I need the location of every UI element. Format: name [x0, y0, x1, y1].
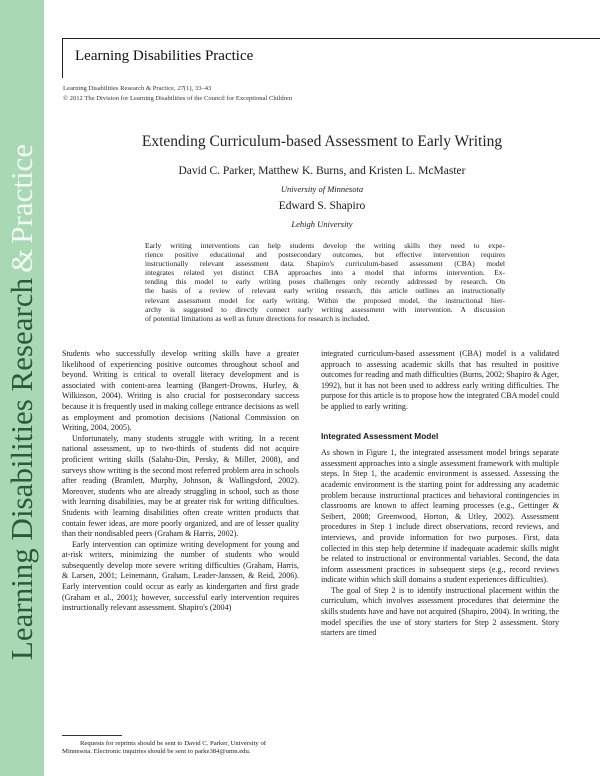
body-paragraph: As shown in Figure 1, the integrated assessment model brings separate assessment approaches into a single assessment framework with multiple steps. In Step 1, the academic environment is assessed. Assessing the academic environment is the starting point for addressing any academic problem because instructional practices and behavioral contingencies in classrooms are known to affect learning processes (e.g., Gettinger & Seibert, 2008; Greenwood, Horton, & Utley, 2002). Assessment procedures in Step 1 include direct observations, record reviews, and interviews, and provide information for two purposes. First, data collected in this step help determine if inadequate academic skills might be related to instructional or environmental variables. Second, the data inform assessment practices in subsequent steps (e.g., record reviews indicate within which skill domains a student experiences difficulties). [321, 448, 559, 585]
body-column-right [321, 349, 559, 639]
citation-pages: (1), 33–43 [183, 85, 212, 92]
footnote-line: Minnesota. Electronic inquiries should be sent to parke384@umn.edu. [62, 748, 251, 756]
abstract-line: relevant assessment model for early writing. Within the proposed model, the instructional hier- [145, 295, 505, 305]
author-list-2: Edward S. Shapiro [278, 200, 366, 212]
citation-line [63, 84, 292, 94]
affiliation-2: Lehigh University [291, 219, 353, 229]
body-paragraph: Unfortunately, many students struggle with writing. In a recent national assessment, up to two-thirds of students did not acquire proficient writing skills (Salahu-Din, Persky, & Miller, 2008), and surveys show writing is the second most referred problem area in schools after reading (Bramlett, Murphy, Johnson, & Wallingsford, 2002). Moreover, students who are already struggling in school, such as those with learning disabilities, may be at greater risk for writing difficulties. Students with learning disabilities often create written products that contain fewer ideas, are more poorly organized, and are of lesser quality than their nondisabled peers (Graham & Harris, 2002). [62, 433, 299, 539]
citation-journal: Learning Disabilities Research & Practice, [63, 85, 178, 92]
footnote-line: Requests for reprints should be sent to David C. Parker, University of [80, 740, 267, 747]
sidebar-ampersand: & [4, 248, 39, 273]
abstract-line: instructionally relevant assessment data. Shapiro's curriculum-based assessment (CBA) model [145, 259, 505, 269]
journal-sidebar [0, 0, 44, 776]
journal-name: Learning Disabilities Practice [75, 48, 254, 64]
author-list-1: David C. Parker, Matthew K. Burns, and Kristen L. McMaster [178, 165, 466, 177]
sidebar-journal-title [2, 52, 42, 752]
body-paragraph: The goal of Step 2 is to identify instructional placement within the curriculum, which involves assessment procedures that determine the skills students have and have not acquired (Shapiro, 2004). In writing, the model specifies the use of story starters for Step 2 assessment. Story starters are timed [321, 585, 559, 638]
abstract-line: Early writing interventions can help students develop the writing skills they need to expe- [145, 241, 505, 250]
abstract [145, 241, 505, 323]
abstract-line: rience positive educational and postsecondary outcomes, but effective intervention requires [145, 250, 505, 260]
body-paragraph: Early intervention can optimize writing development for young and at-risk writers, minimizing the number of students who would subsequently develop more severe writing difficulties (Graham, Harris, & Larsen, 2001; Leinemann, Graham, Leader-Janssen, & Reid, 2006). Early intervention could occur as early as kindergarten and first grade (Graham et al., 2001); however, successful early intervention requires instructionally relevant assessment. Shapiro's (2004) [62, 539, 299, 613]
section-heading: Integrated Assessment Model [321, 430, 439, 441]
abstract-line: the basis of a review of relevant early writing research, this article outlines an instructionally [145, 286, 505, 296]
abstract-line: integrates related yet distinct CBA approaches into a model that informs intervention. Ex- [145, 268, 505, 278]
body-paragraph: Students who successfully develop writing skills have a greater likelihood of experiencing positive outcomes throughout school and beyond. Writing is critical to overall literacy development and is associated with content-area learning (Bangert-Drowns, Hurley, & Wilkinson, 2004). Writing is also crucial for postsecondary success because it is frequently used in making college entrance decisions as well as employment and promotion decisions (National Commission on Writing, 2004, 2005). [62, 349, 299, 433]
abstract-line: of potential limitations as well as future directions for research is included. [145, 313, 370, 323]
affiliation-1: University of Minnesota [280, 184, 364, 194]
sidebar-title-part2: Practice [4, 143, 39, 244]
article-title: Extending Curriculum-based Assessment to Early Writing [141, 133, 503, 150]
sidebar-title-part1: Learning Disabilities Research [4, 277, 39, 661]
copyright-line: © 2012 The Division for Learning Disabilities of the Council for Exceptional Children [63, 95, 293, 102]
body-column-left [62, 349, 299, 614]
citation-block [63, 84, 292, 104]
citation-volume: 27 [177, 85, 184, 92]
body-paragraph: integrated curriculum-based assessment (CBA) model is a validated approach to assessing academic skills that has resulted in positive outcomes for reading and math difficulties (Burns, 2002; Shapiro & Ager, 1992), but it has not been used to address early writing difficulties. The purpose for this article is to propose how the integrated CBA model could be applied to early writing. [321, 349, 559, 411]
abstract-line: tending this model to early writing poses challenges only recently addressed by research. On [145, 277, 505, 287]
footnote-divider [62, 735, 122, 736]
abstract-line: archy is suggested to directly connect early writing assessment with intervention. A discussion [145, 304, 505, 314]
journal-header-box [62, 38, 600, 78]
footnote [62, 740, 299, 756]
